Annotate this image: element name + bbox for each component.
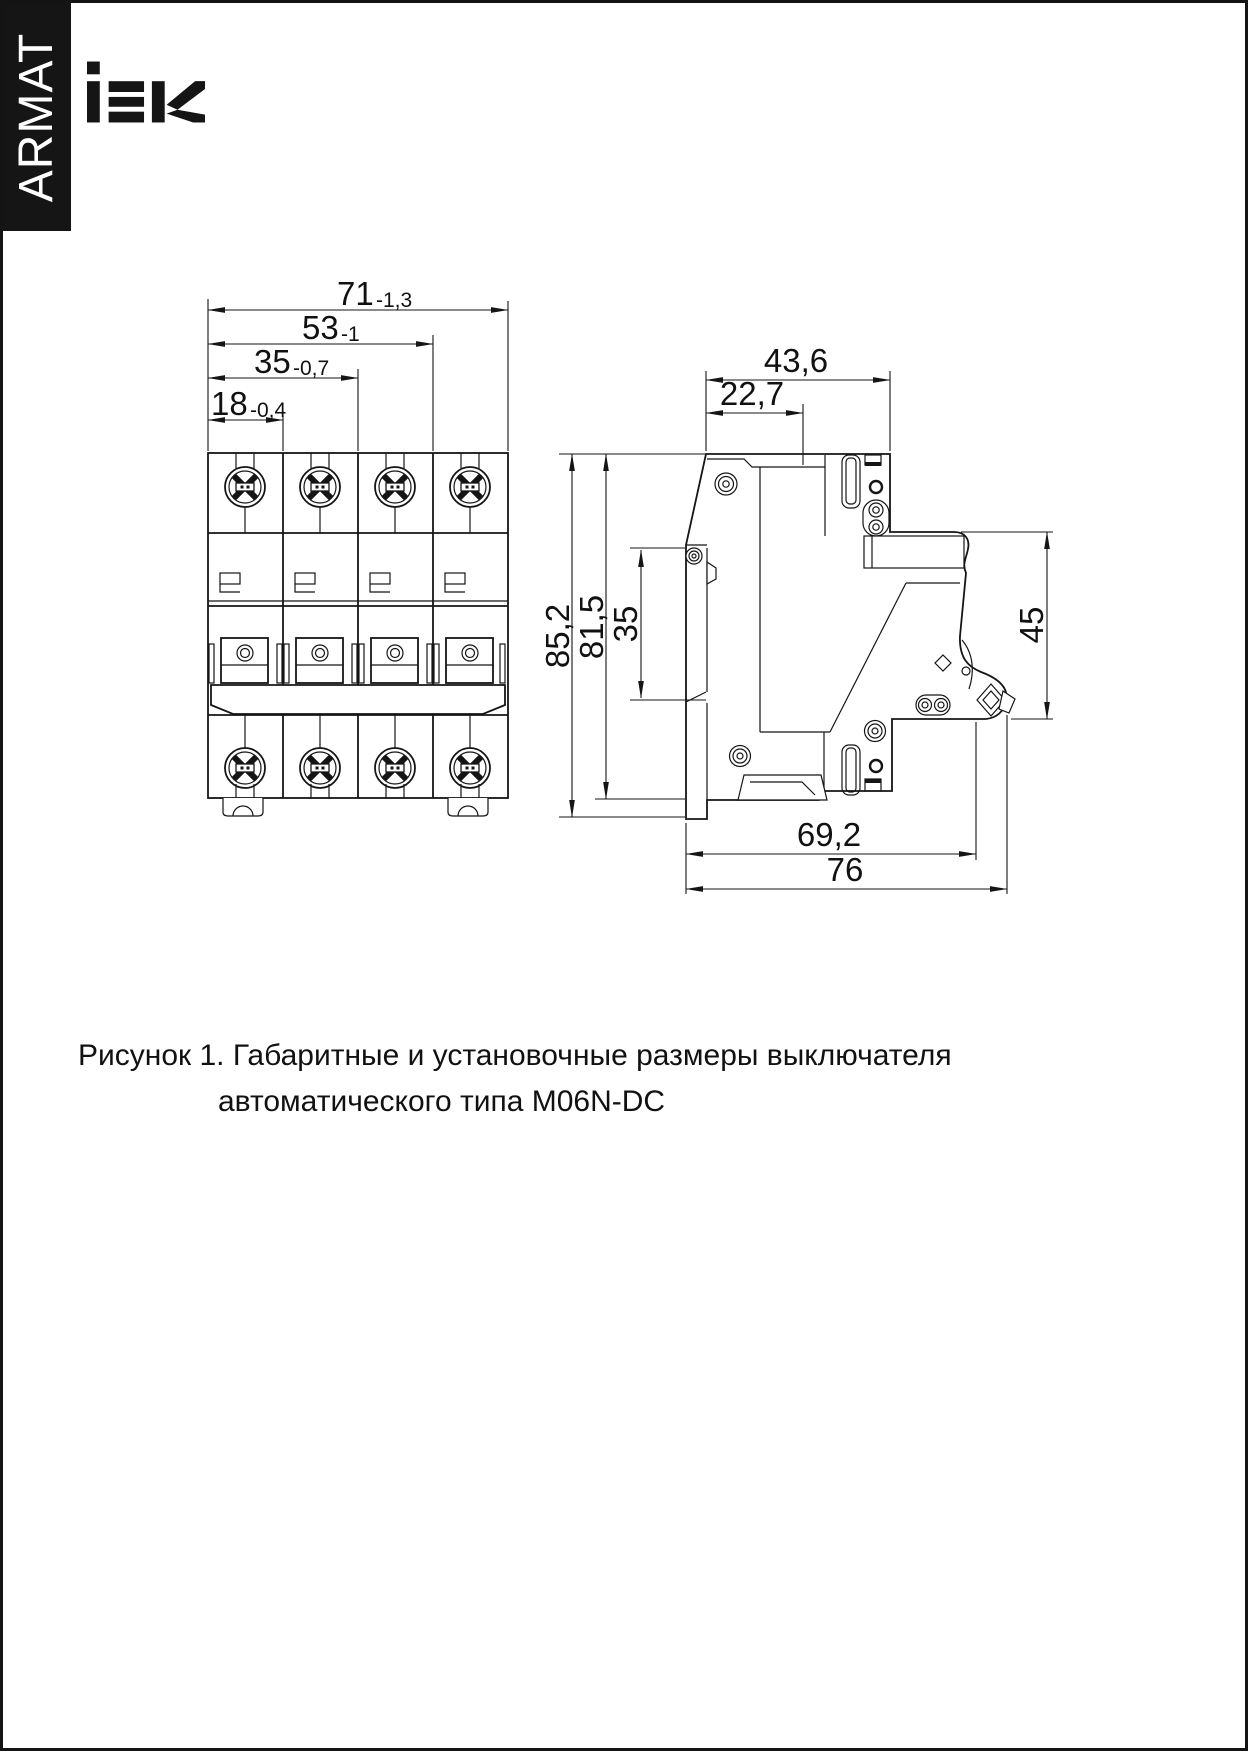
dim-din-recess: 35 xyxy=(607,605,644,643)
dim-width-71-tol: -1,3 xyxy=(376,289,413,312)
dim-width-35: 35 xyxy=(254,343,291,380)
dim-width-18-tol: -0,4 xyxy=(250,399,287,422)
caption-line-1: Рисунок 1. Габаритные и установочные размеры выключателя xyxy=(78,1039,952,1072)
dim-depth-top: 43,6 xyxy=(763,342,829,379)
caption-line-2: автоматического типа М06N-DC xyxy=(218,1085,666,1118)
side-view xyxy=(686,454,1015,819)
dimension-drawing xyxy=(3,3,1248,1751)
dim-height-total: 85,2 xyxy=(539,603,576,669)
dim-width-53: 53 xyxy=(302,309,339,346)
dim-depth-bottom-total: 76 xyxy=(826,851,864,888)
handle-tie-bar xyxy=(211,685,505,714)
brand-vertical-text: ARMAT xyxy=(10,32,64,202)
dim-depth-bottom-body: 69,2 xyxy=(796,816,862,853)
dim-width-18: 18 xyxy=(211,385,248,422)
front-view-dimensions xyxy=(208,275,508,451)
dim-width-53-tol: -1 xyxy=(341,323,360,346)
dim-width-71: 71 xyxy=(337,275,374,312)
dim-front-face-height: 45 xyxy=(1013,606,1050,644)
front-view xyxy=(208,453,508,816)
dim-height-body: 81,5 xyxy=(573,594,610,660)
figure-caption xyxy=(78,1033,952,1125)
dim-depth-top-inner: 22,7 xyxy=(719,375,785,412)
dim-width-35-tol: -0,7 xyxy=(293,357,330,380)
